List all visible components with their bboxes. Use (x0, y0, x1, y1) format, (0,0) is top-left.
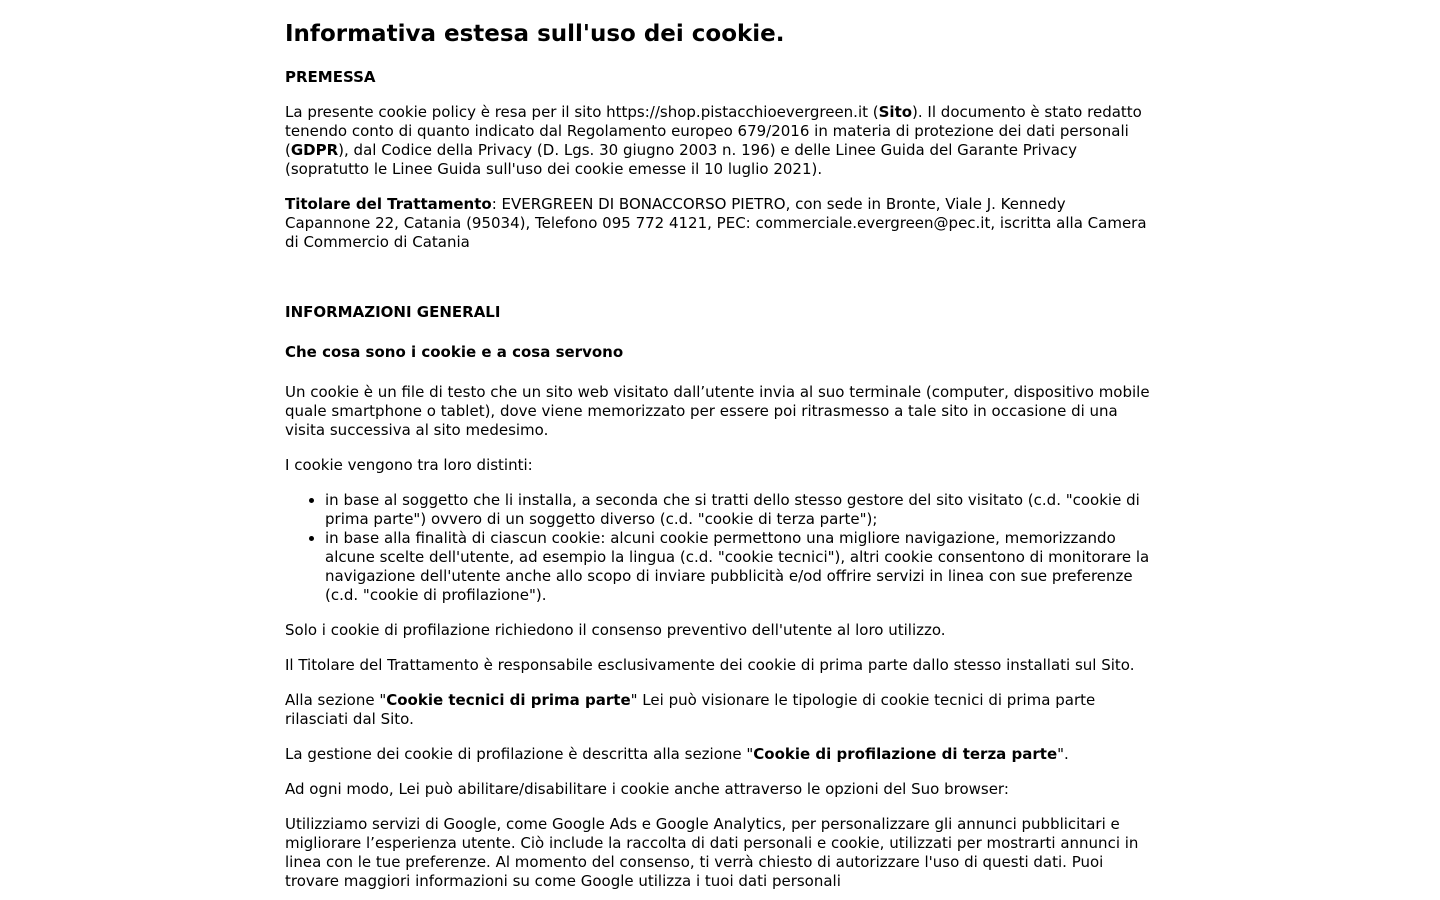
titolare-paragraph (285, 195, 1155, 252)
list-item: • in base al soggetto che li installa, a seconda che si tratti dello stesso gestore del sito visitato (c.d. "cookie di prima parte") ovvero di un soggetto diverso (c.d. "cookie di terza parte"); (325, 491, 1155, 529)
tecnici-text-1: Alla sezione " (285, 691, 387, 709)
titolare-responsibility-paragraph: Il Titolare del Trattamento è responsabile esclusivamente dei cookie di prima parte dallo stesso installati sul Sito. (285, 656, 1135, 674)
list-item: • in base alla finalità di ciascun cookie: alcuni cookie permettono una migliore navigazione, memorizzando alcune scelte dell'utente, ad esempio la lingua (c.d. "cookie tecnici"), altri cookie consentono di monitorare la navigazione dell'utente anche allo scopo di inviare pubblicità e/od offrire servizi in linea con sue preferenze (c.d. "cookie di profilazione"). (325, 529, 1155, 605)
cookie-distinction-list (285, 491, 1155, 605)
page-title: Informativa estesa sull'uso dei cookie. (285, 21, 785, 47)
section-heading-premessa: PREMESSA (285, 68, 376, 86)
browser-options-paragraph: Ad ogni modo, Lei può abilitare/disabilitare i cookie anche attraverso le opzioni del Suo browser: (285, 780, 1009, 798)
tecnici-bold: Cookie tecnici di prima parte (386, 691, 631, 709)
section-heading-informazioni-generali: INFORMAZIONI GENERALI (285, 303, 501, 321)
subheading-cosa-sono-cookie: Che cosa sono i cookie e a cosa servono (285, 343, 624, 361)
titolare-label: Titolare del Trattamento (285, 195, 492, 213)
cookie-distinction-intro: I cookie vengono tra loro distinti: (285, 456, 533, 474)
profilazione-section-paragraph (285, 745, 1155, 764)
cookie-definition-paragraph: Un cookie è un file di testo che un sito web visitato dall’utente invia al suo terminale (computer, dispositivo mobile quale smartphone o tablet), dove viene memorizzato per essere poi ritrasmesso a tale sito in occasione di una visita successiva al sito medesimo. (285, 383, 1150, 439)
premessa-text-3: ), dal Codice della Privacy (D. Lgs. 30 giugno 2003 n. 196) e delle Linee Guida del Garante Privacy (sopratutto le Linee Guida sull'uso dei cookie emesse il 10 luglio 2021). (285, 141, 1078, 178)
premessa-bold-gdpr: GDPR (290, 141, 339, 159)
google-services-paragraph: Utilizziamo servizi di Google, come Google Ads e Google Analytics, per personalizzare gli annunci pubblicitari e migliorare l’esperienza utente. Ciò include la raccolta di dati personali e cookie, utilizzati per mostrarti annunci in linea con le tue preferenze. Al momento del consenso, ti verrà chiesto di autorizzare l'uso di questi dati. Puoi trovare maggiori informazioni su come Google utilizza i tuoi dati personali (285, 815, 1139, 890)
cookie-policy-page (285, 0, 1155, 891)
tecnici-section-paragraph (285, 691, 1155, 729)
profilazione-text-1: La gestione dei cookie di profilazione è descritta alla sezione " (285, 745, 754, 763)
tecnici-text-2: " Lei può visionare le tipologie di cookie tecnici di prima parte rilasciati dal Sito. (285, 691, 1096, 728)
profilazione-text-2: ". (1057, 745, 1069, 763)
premessa-bold-sito: Sito (878, 103, 913, 121)
titolare-text: : EVERGREEN DI BONACCORSO PIETRO, con sede in Bronte, Viale J. Kennedy Capannone 22, Catania (95034), Telefono 095 772 4121, PEC: commerciale.evergreen@pec.it, iscritta alla Camera di Commercio di Catania (285, 195, 1147, 251)
premessa-paragraph (285, 103, 1155, 179)
premessa-text-1: La presente cookie policy è resa per il sito https://shop.pistacchioevergreen.it ( (285, 103, 879, 121)
profilazione-consent-paragraph: Solo i cookie di profilazione richiedono il consenso preventivo dell'utente al loro utilizzo. (285, 621, 946, 639)
profilazione-bold: Cookie di profilazione di terza parte (753, 745, 1058, 763)
premessa-text-2: ). Il documento è stato redatto tenendo conto di quanto indicato dal Regolamento europeo 679/2016 in materia di protezione dei dati personali ( (285, 103, 1142, 159)
